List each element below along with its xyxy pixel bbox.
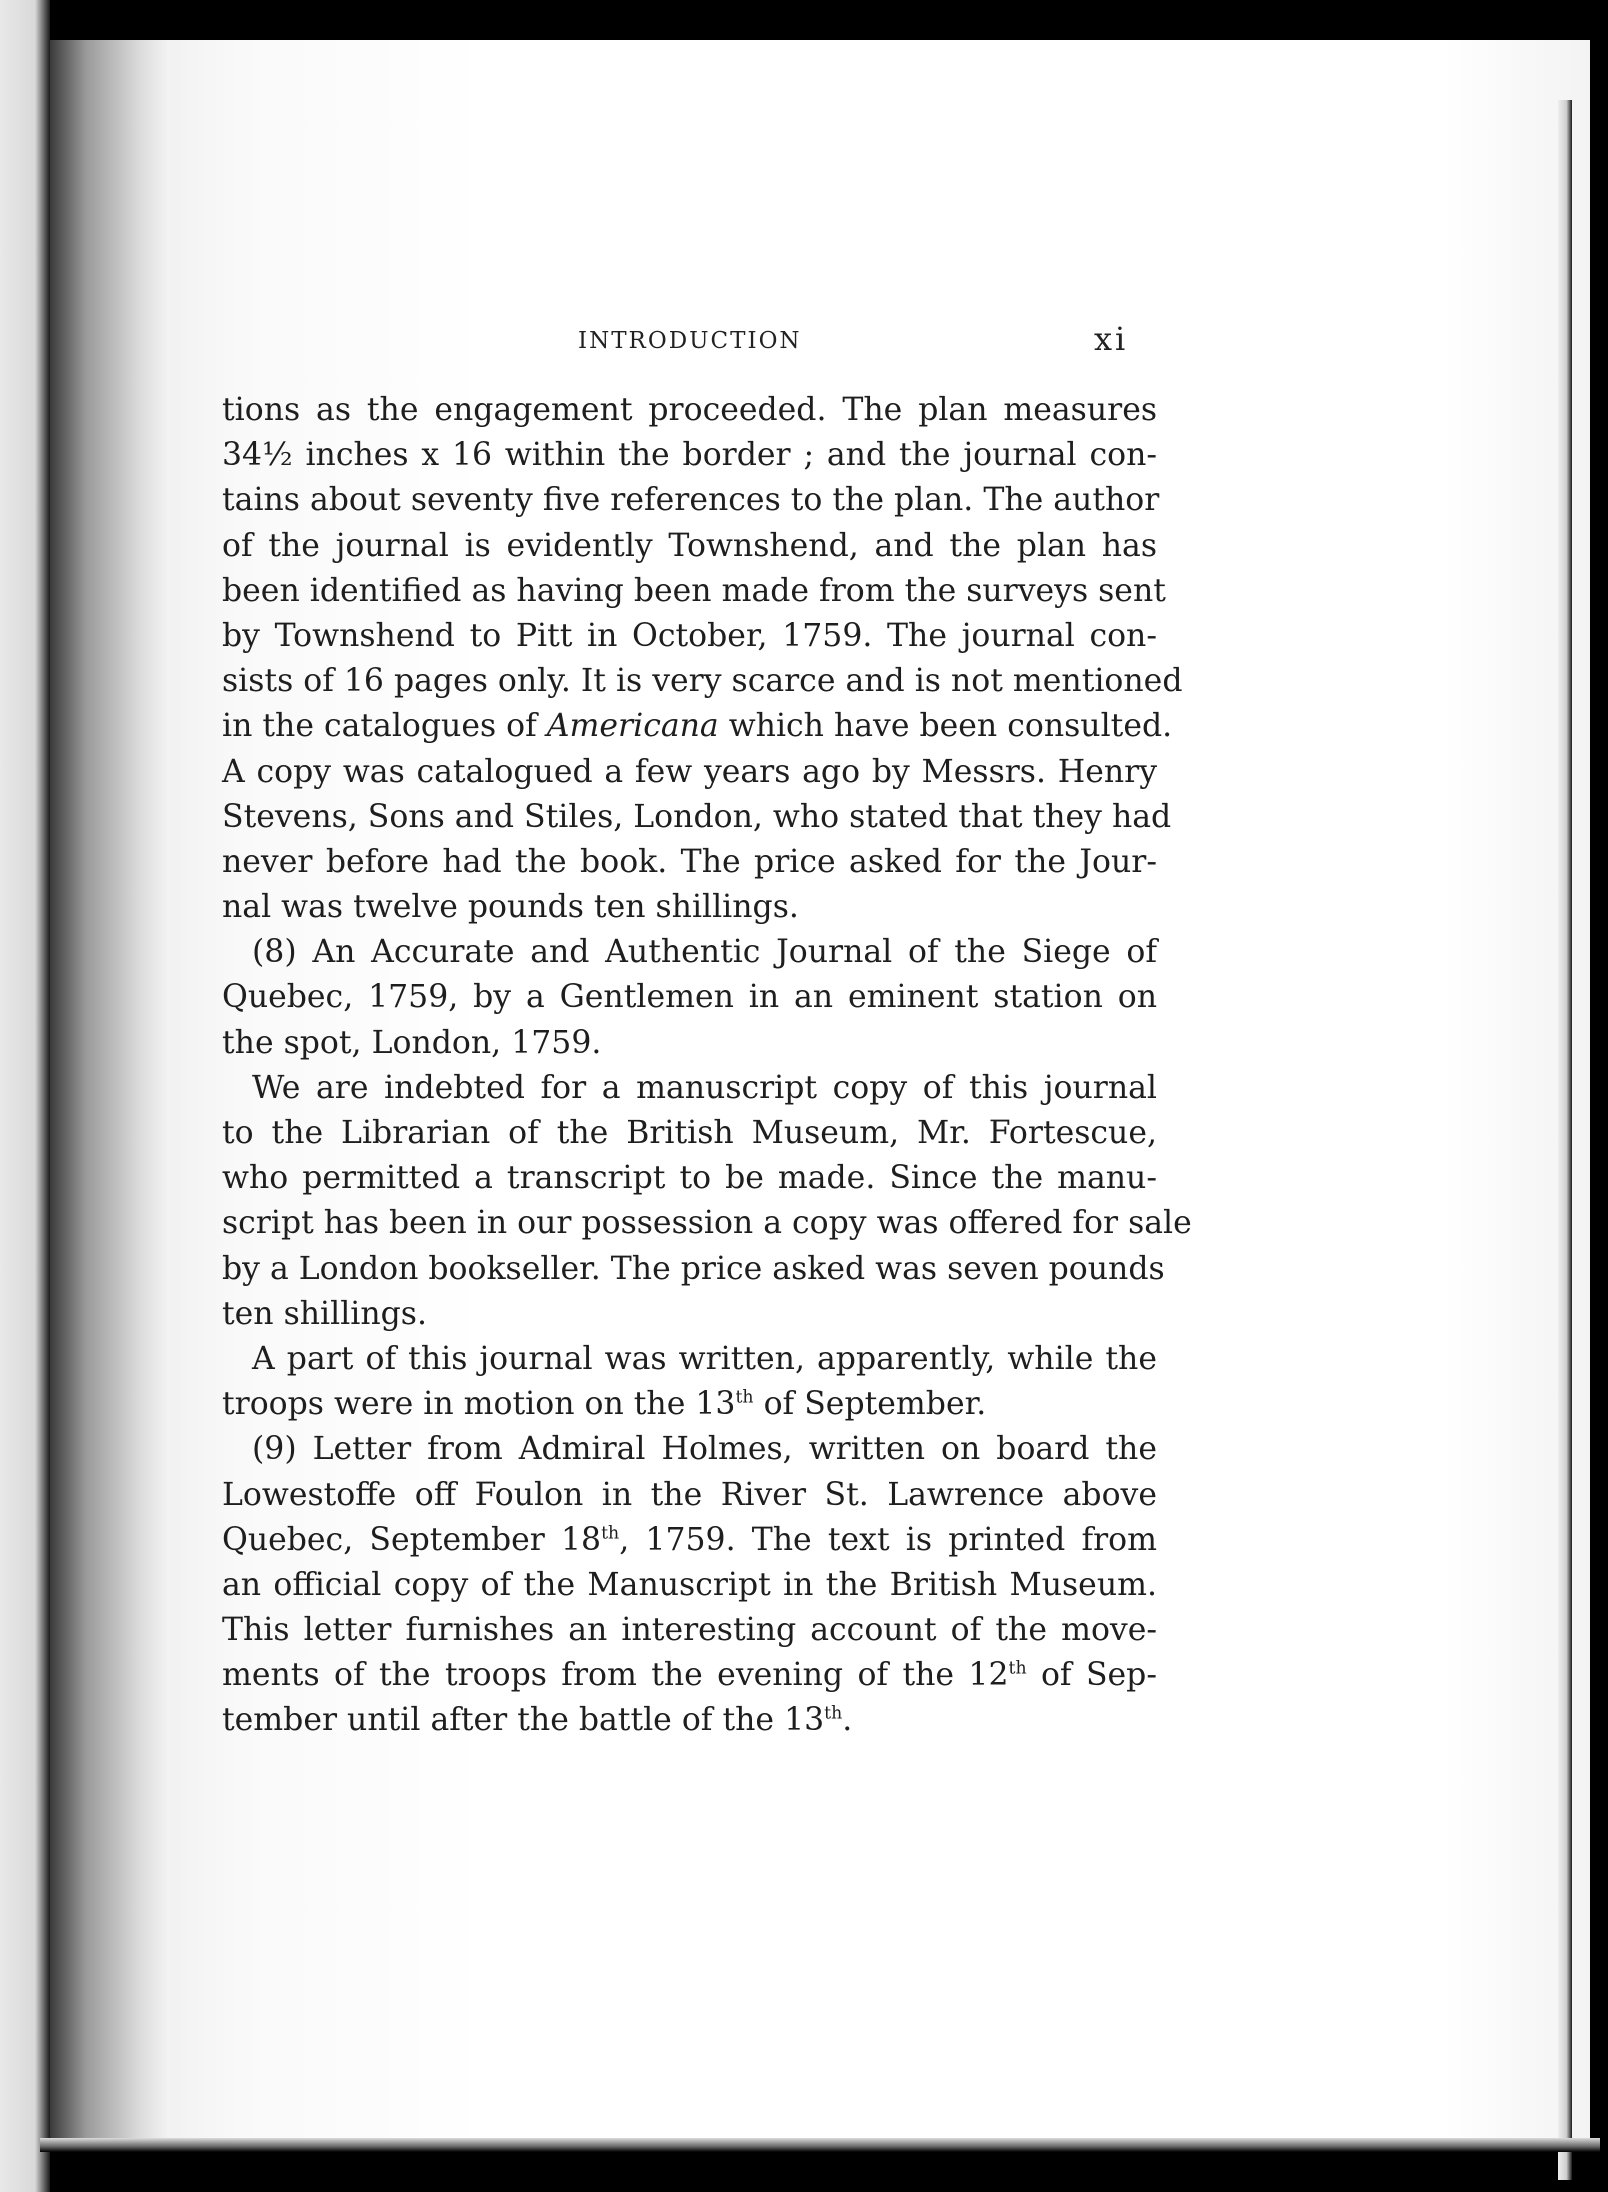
- text-line: [222, 1518, 1157, 1563]
- body-text: [222, 388, 1192, 1744]
- text-line: to the Librarian of the British Museum, Mr. Fortescue,: [222, 1115, 1157, 1151]
- text-line: [222, 704, 1173, 749]
- text-line: A copy was catalogued a few years ago by Messrs. Henry: [222, 753, 1157, 790]
- text-segment: .: [842, 1702, 853, 1739]
- text-segment: Quebec, September 18: [222, 1521, 602, 1558]
- paragraph: [222, 1427, 1157, 1743]
- page-number: xi: [1094, 320, 1129, 358]
- text-line: Lowestoffe off Foulon in the River St. Lawrence above: [222, 1476, 1157, 1513]
- text-segment: in the catalogues of: [222, 708, 537, 745]
- text-line: (8) An Accurate and Authentic Journal of the Siege of: [252, 934, 1157, 971]
- text-segment: , 1759. The text is printed from: [619, 1521, 1157, 1558]
- text-line: by Townshend to Pitt in October, 1759. The journal con-: [222, 617, 1157, 654]
- text-line: of the journal is evidently Townshend, and the plan has: [222, 527, 1157, 564]
- paragraph: [222, 388, 1183, 930]
- text-segment: troops were in motion on the 13: [222, 1386, 736, 1423]
- text-line: nal was twelve pounds ten shillings.: [222, 889, 799, 926]
- superscript: th: [735, 1387, 754, 1408]
- text-segment: which have been consulted.: [728, 708, 1173, 745]
- text-line: [222, 1698, 1157, 1743]
- running-title: INTRODUCTION: [578, 328, 802, 354]
- text-line: We are indebted for a manuscript copy of this journal: [252, 1069, 1157, 1106]
- text-segment: tember until after the battle of the 13: [222, 1702, 825, 1739]
- text-line: the spot, London, 1759.: [222, 1024, 602, 1061]
- text-line: [222, 1382, 1157, 1427]
- running-head: [0, 290, 1608, 358]
- text-segment: of September.: [763, 1386, 987, 1423]
- text-line: ten shillings.: [222, 1295, 427, 1332]
- text-line: sists of 16 pages only. It is very scarce and is not mentioned: [222, 663, 1183, 700]
- superscript: th: [1008, 1658, 1027, 1679]
- text-line: tions as the engagement proceeded. The plan measures: [222, 392, 1157, 428]
- text-line: tains about seventy five references to the plan. The author: [222, 482, 1160, 519]
- text-segment: of Sep-: [1040, 1657, 1157, 1694]
- superscript: th: [601, 1523, 620, 1544]
- text-line: 34½ inches x 16 within the border ; and the journal con-: [222, 437, 1157, 474]
- text-segment: ments of the troops from the evening of the 12: [222, 1657, 1009, 1694]
- text-line: who permitted a transcript to be made. Since the manu-: [222, 1160, 1157, 1197]
- text-line: by a London bookseller. The price asked was seven pounds: [222, 1250, 1165, 1287]
- text-line: been identified as having been made from the surveys sent: [222, 572, 1166, 609]
- text-line: (9) Letter from Admiral Holmes, written on board the: [252, 1431, 1157, 1468]
- text-line: Quebec, 1759, by a Gentlemen in an eminent station on: [222, 979, 1157, 1016]
- text-line: [222, 1653, 1157, 1698]
- text-line: an official copy of the Manuscript in the British Museum.: [222, 1566, 1157, 1603]
- bottom-page-edge: [40, 2138, 1600, 2152]
- paragraph: [222, 1066, 1192, 1337]
- text-line: Stevens, Sons and Stiles, London, who stated that they had: [222, 798, 1172, 835]
- text-line: This letter furnishes an interesting account of the move-: [222, 1612, 1157, 1649]
- paragraph: [222, 930, 1157, 1066]
- text-line: script has been in our possession a copy was offered for sale: [222, 1205, 1192, 1242]
- text-line: A part of this journal was written, apparently, while the: [252, 1340, 1157, 1377]
- text-line: never before had the book. The price asked for the Jour-: [222, 843, 1157, 880]
- gutter-shadow: [50, 40, 170, 2150]
- italic-term: Americana: [546, 708, 719, 745]
- paragraph: [222, 1337, 1157, 1427]
- right-page-edge: [1558, 100, 1572, 2180]
- superscript: th: [824, 1703, 843, 1724]
